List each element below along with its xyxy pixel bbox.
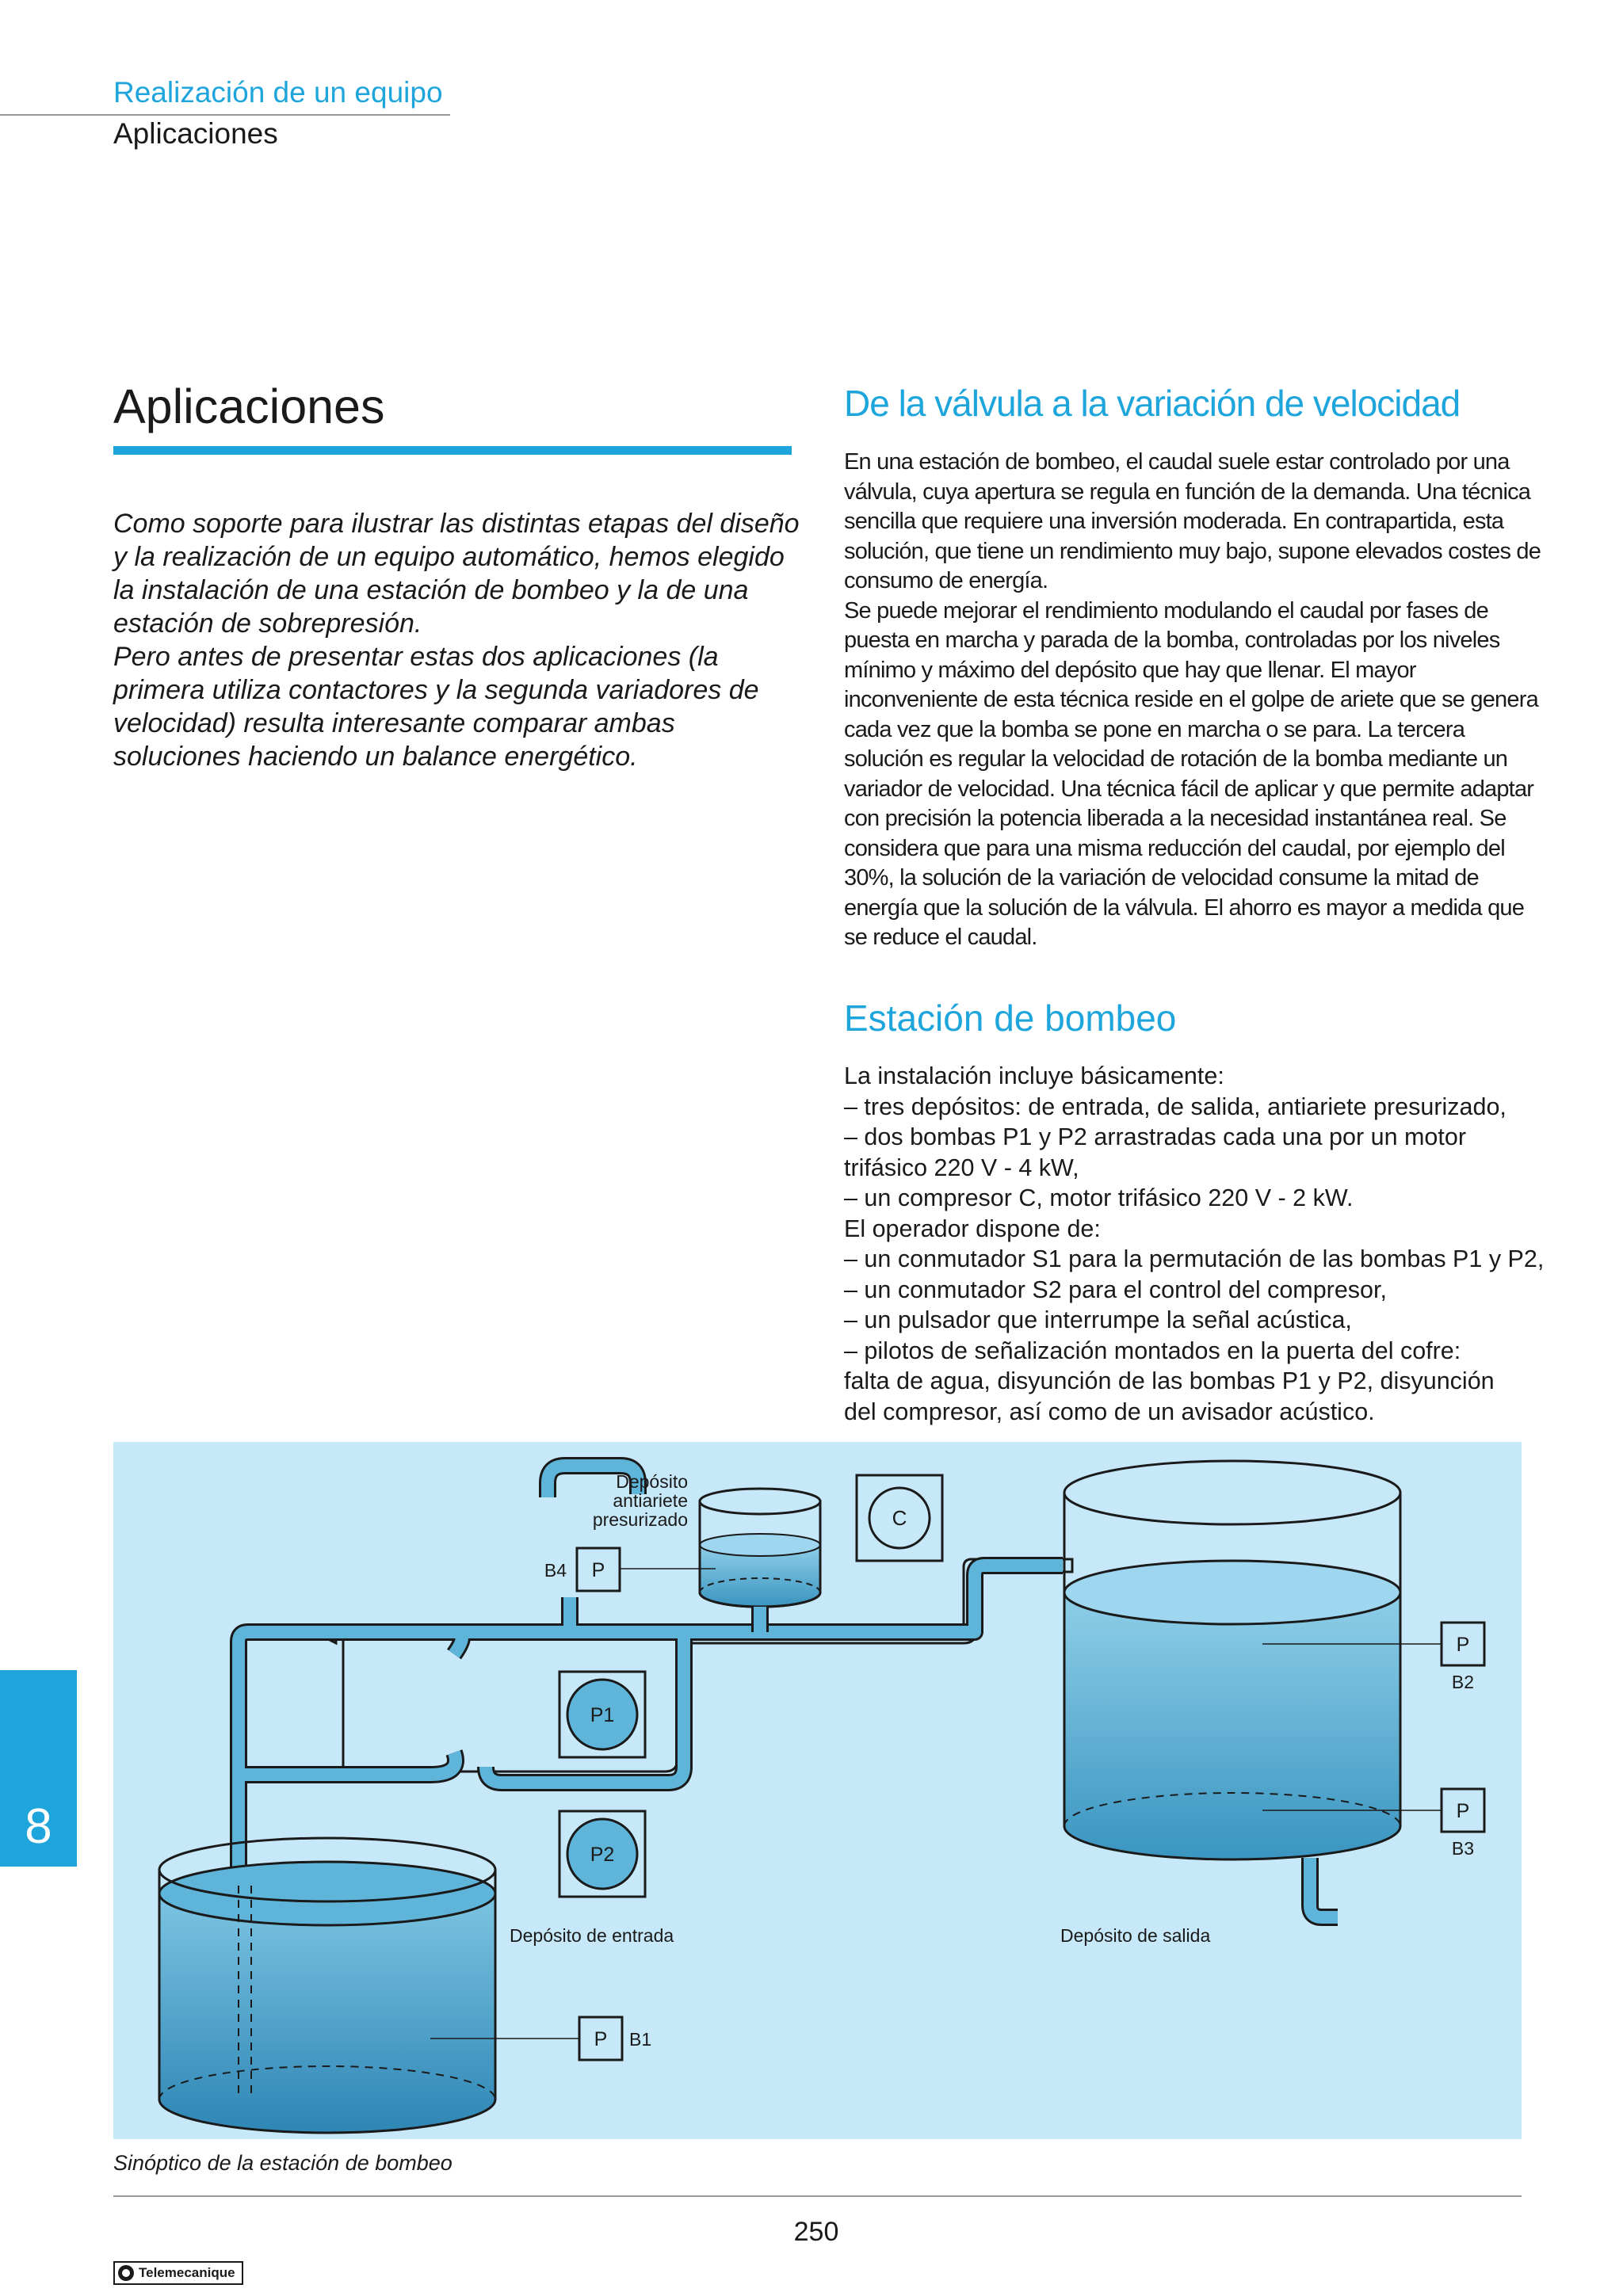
diagram-svg (113, 1442, 1522, 2139)
telemecanique-logo (113, 2261, 243, 2285)
pumping-line: – un pulsador que interrumpe la señal acústica, (844, 1306, 1352, 1333)
pump-p2-label: P2 (590, 1844, 615, 1866)
logo-mark-icon (118, 2265, 134, 2281)
header-rule (0, 114, 450, 116)
logo-text: Telemecanique (139, 2265, 235, 2280)
pumping-station-diagram (113, 1442, 1522, 2139)
section-pumping-body (844, 1061, 1557, 1427)
section-valve-body (844, 448, 1541, 953)
inlet-tank (159, 1838, 495, 2133)
diagram-caption: Sinóptico de la estación de bombeo (113, 2151, 453, 2175)
section-valve-title: De la válvula a la variación de velocidad (844, 383, 1461, 424)
sensor-b2-letter: P (1456, 1634, 1470, 1656)
footer-rule (113, 2195, 1522, 2197)
outlet-tank (1064, 1461, 1400, 1917)
sensor-b4-label: B4 (544, 1560, 567, 1581)
outlet-tank-label: Depósito de salida (1060, 1925, 1211, 1946)
antiram-label-line1: Depósito (616, 1471, 688, 1492)
pipe-network (323, 1559, 1072, 1772)
pumping-line: trifásico 220 V - 4 kW, (844, 1154, 1079, 1181)
chapter-number: 8 (25, 1799, 52, 1854)
pumping-line: El operador dispone de: (844, 1215, 1101, 1242)
intro-paragraph-1: Como soporte para ilustrar las distintas etapas del diseño y la realización de un equipo automático, hemos elegido la instalación de una estación de bombeo y la de una estación de sobrepresión. (113, 509, 800, 639)
page-number: 250 (793, 2217, 839, 2247)
pumping-line: – un conmutador S2 para el control del compresor, (844, 1276, 1387, 1303)
section-valve-paragraph-1: En una estación de bombeo, el caudal suele estar controlado por una válvula, cuya apertura se regula en función de la demanda. Una técnica sencilla que requiere una inversión moderada. En contrapartida, esta solución, que tiene un rendimiento muy bajo, supone elevados costes de consumo de energía. (844, 449, 1541, 593)
antiram-label-line3: presurizado (592, 1509, 688, 1530)
pumping-line: – un conmutador S1 para la permutación de las bombas P1 y P2, (844, 1245, 1545, 1272)
sensor-b3-label: B3 (1451, 1838, 1475, 1859)
intro-text (113, 507, 803, 773)
sensor-b2-label: B2 (1451, 1672, 1475, 1692)
pumping-line: – pilotos de señalización montados en la puerta del cofre: (844, 1337, 1461, 1364)
pumping-line: – tres depósitos: de entrada, de salida, antiariete presurizado, (844, 1093, 1507, 1120)
pumping-line: falta de agua, disyunción de las bombas P1 y P2, disyunción (844, 1367, 1495, 1394)
pumping-line: – dos bombas P1 y P2 arrastradas cada una por un motor (844, 1123, 1466, 1150)
page-title: Aplicaciones (113, 379, 385, 433)
antiram-tank (700, 1489, 820, 1632)
pumping-line: – un compresor C, motor trifásico 220 V - 2 kW. (844, 1184, 1354, 1211)
section-valve-paragraph-2: Se puede mejorar el rendimiento modulando el caudal por fases de puesta en marcha y parada de la bomba, controladas por los niveles mínimo y máximo del depósito que hay que llenar. El mayor inconveniente de esta técnica reside en el golpe de ariete que se genera cada vez que la bomba se pone en marcha o se para. La tercera solución es regular la velocidad de rotación de la bomba mediante un variador de velocidad. Una técnica fácil de aplicar y que permite adaptar con precisión la potencia liberada a la necesidad instantánea real. Se considera que para una misma reducción del caudal, por ejemplo del 30%, la solución de la variación de velocidad consume la mitad de energía que la solución de la válvula. El ahorro es mayor a medida que se reduce el caudal. (844, 597, 1538, 950)
compressor-label: C (892, 1506, 907, 1530)
pump-p1-label: P1 (590, 1704, 615, 1726)
section-pumping-title: Estación de bombeo (844, 997, 1177, 1039)
title-accent-bar (113, 446, 792, 455)
intro-paragraph-2: Pero antes de presentar estas dos aplicaciones (la primera utiliza contactores y la segunda variadores de velocidad) resulta interesante comparar ambas soluciones haciendo un balance energético. (113, 642, 759, 772)
header-subsection-title: Aplicaciones (113, 117, 278, 150)
pipe-top (323, 1559, 1072, 1772)
sensor-b3-letter: P (1456, 1800, 1470, 1822)
antiram-label-line2: antiariete (613, 1490, 688, 1511)
sensor-b4-letter: P (591, 1559, 605, 1581)
sensor-b1-letter: P (594, 2028, 608, 2050)
inlet-tank-label: Depósito de entrada (510, 1925, 674, 1946)
header-section-title: Realización de un equipo (113, 76, 443, 109)
sensor-b1-label: B1 (629, 2029, 652, 2050)
pumping-line: La instalación incluye básicamente: (844, 1062, 1224, 1089)
pumping-line: del compresor, así como de un avisador acústico. (844, 1398, 1375, 1425)
